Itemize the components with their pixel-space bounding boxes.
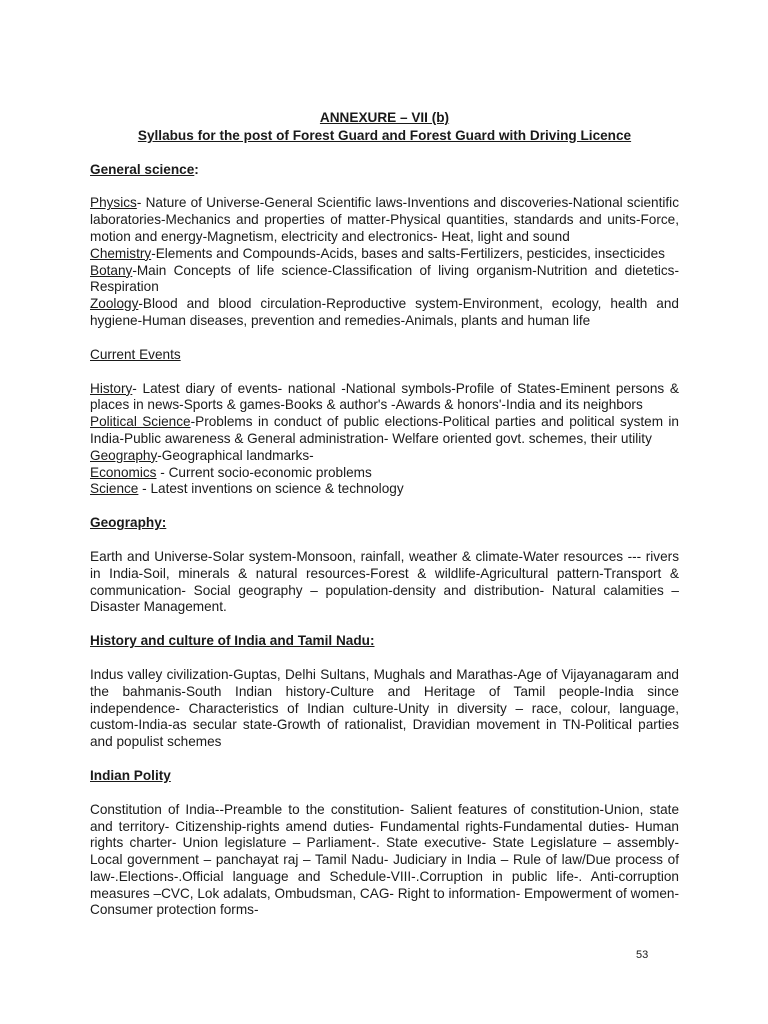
chemistry-paragraph: Chemistry-Elements and Compounds-Acids, bases and salts-Fertilizers, pesticides, insecticides — [90, 245, 665, 261]
political-science-term: Political Science — [90, 414, 191, 430]
zoology-term: Zoology — [90, 296, 139, 312]
economics-term: Economics — [90, 464, 157, 480]
history-culture-heading: History and culture of India and Tamil Nadu: — [90, 633, 375, 649]
chemistry-term: Chemistry — [90, 245, 152, 261]
botany-term: Botany — [90, 262, 133, 278]
annexure-label: ANNEXURE – VII (b) — [319, 110, 450, 125]
geography-events-paragraph: Geography-Geographical landmarks- — [90, 447, 314, 463]
indian-polity-paragraph: Constitution of India--Preamble to the constitution- Salient features of constitution-Union, state and territory- Citizenship-rights amend duties- Fundamental rights-Fundamental duties- Human rights charter- Union legislature – Parliament-. State executive- State Legislature – assembly-Local government – panchayat raj – Tamil Nadu- Judiciary in India – Rule of law/Due process of law-.Elections-.Official language and Schedule-VIII-.Corruption in public life-. Anti-corruption measures –CVC, Lok adalats, Ombudsman, CAG- Right to information- Empowerment of women- Consumer protection forms- — [90, 801, 679, 918]
geography-paragraph: Earth and Universe-Solar system-Monsoon, rainfall, weather & climate-Water resources --- rivers in India-Soil, minerals & natural resources-Forest & wildlife-Agricultural pattern-Transport & communication- Social geography – population-density and distribution- Natural calamities – Disaster Management. — [90, 548, 679, 615]
page-title: Syllabus for the post of Forest Guard and Forest Guard with Driving Licence — [137, 127, 632, 143]
science-paragraph: Science - Latest inventions on science & technology — [90, 481, 404, 497]
economics-paragraph: Economics - Current socio-economic problems — [90, 464, 372, 480]
history-term: History — [90, 380, 133, 396]
physics-term: Physics — [90, 195, 137, 211]
indian-polity-heading: Indian Polity — [90, 767, 171, 783]
science-term: Science — [90, 481, 139, 497]
general-science-heading: General science: — [90, 161, 199, 177]
zoology-paragraph: Zoology-Blood and blood circulation-Reproductive system-Environment, ecology, health and hygiene-Human diseases, prevention and remedies-Animals, plants and human life — [90, 296, 679, 328]
physics-paragraph: Physics- Nature of Universe-General Scientific laws-Inventions and discoveries-National scientific laboratories-Mechanics and properties of matter-Physical quantities, standards and units-Force, motion and energy-Magnetism, electricity and electronics- Heat, light and sound — [90, 195, 679, 244]
page-number: 53 — [636, 949, 649, 961]
geography-term: Geography — [90, 447, 158, 463]
current-events-heading: Current Events — [90, 346, 181, 362]
history-paragraph: History- Latest diary of events- national -National symbols-Profile of States-Eminent persons & places in news-Sports & games-Books & author's -Awards & honors'-India and its neighbors — [90, 380, 679, 413]
political-science-paragraph: Political Science-Problems in conduct of public elections-Political parties and political system in India-Public awareness & General administration- Welfare oriented govt. schemes, their utility — [90, 414, 679, 446]
botany-paragraph: Botany-Main Concepts of life science-Classification of living organism-Nutrition and dietetics-Respiration — [90, 262, 679, 295]
geography-heading: Geography: — [90, 515, 167, 531]
history-culture-paragraph: Indus valley civilization-Guptas, Delhi Sultans, Mughals and Marathas-Age of Vijayanagaram and the bahmanis-South Indian history-Culture and Heritage of Tamil people-India since independence- Characteristics of Indian culture-Unity in diversity – race, colour, language, custom-India-as secular state-Growth of rationalist, Dravidian movement in TN-Political parties and populist schemes — [90, 666, 679, 750]
document-page — [90, 110, 679, 919]
